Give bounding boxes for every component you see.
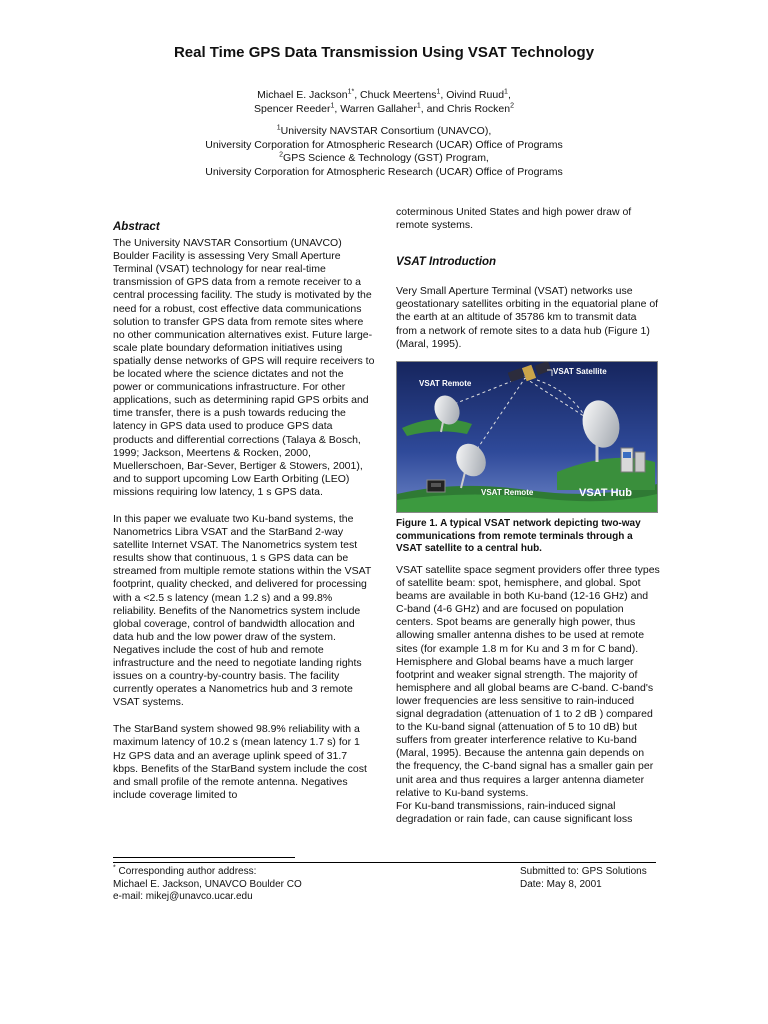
affiliation-text: GPS Science & Technology (GST) Program,	[283, 152, 489, 164]
author-name: , Warren Gallaher	[334, 103, 417, 115]
author-list	[0, 88, 768, 116]
footnote-line-2: Michael E. Jackson, UNAVCO Boulder CO	[113, 878, 302, 890]
affiliation-1	[0, 125, 768, 139]
author-sup: 1	[416, 102, 421, 110]
footnote-line-3: e-mail: mikej@unavco.ucar.edu	[113, 891, 253, 902]
intro-paragraph-2: VSAT satellite space segment providers offer three types of satellite beam: spot, hemisphere, and global. Spot beams are available in both Ku-band (12-16 GHz) and C-band (4-6 GHz) and are focused on population centers. Spot beams are generally high power, thus allowing smaller antenna dishes to be used at remote sites (for example 1.8 m for Ku and 3 m for C band). Hemisphere and Global beams have a much larger footprint and weaker signal strength. The majority of hemisphere and all global beams are C-band. C-band's lower frequencies are less sensitive to rain-induced signal degradation (attenuation of 1 to 2 dB ) compared to the Ku-band signal (attenuation of 5 to 10 dB) but suffers from greater interference relative to Ku-band (Maral, 1995). Because the antenna gain depends on the frequency, the C-band signal has a smaller gain per unit area and thus requires a larger antenna diameter relative to Ku-band systems.	[396, 564, 660, 799]
author-name: Spencer Reeder	[254, 103, 331, 115]
author-sup: 1	[330, 102, 335, 110]
affiliation-1b: University Corporation for Atmospheric Research (UCAR) Office of Programs	[205, 138, 563, 151]
author-sup: 1*	[347, 88, 355, 96]
intro-paragraph-3: For Ku-band transmissions, rain-induced signal degradation or rain fade, can cause significant loss	[396, 799, 633, 825]
author-name: ,	[507, 89, 511, 101]
author-sup: 2	[510, 102, 514, 110]
affiliation-2	[0, 152, 768, 166]
figure-label-vsat-remote-2: VSAT Remote	[481, 488, 534, 497]
affiliations	[0, 125, 768, 179]
figure-label-vsat-satellite: VSAT Satellite	[553, 367, 607, 376]
vsat-network-illustration	[397, 362, 657, 512]
footnote	[113, 866, 302, 904]
author-name: Michael E. Jackson	[257, 89, 348, 101]
author-name: , Oivind Ruud	[440, 89, 505, 101]
abstract-paragraph-3: The StarBand system showed 98.9% reliability with a maximum latency of 10.2 s (mean latency 1.7 s) for 1 Hz GPS data and an average uplink speed of 31.7 kbps. Benefits of the StarBand system include the cost and small profile of the remote antenna. Negatives include coverage limited to	[113, 723, 367, 801]
footnote-rule	[113, 857, 295, 858]
vsat-network-figure	[396, 361, 658, 513]
figure-label-vsat-remote-1: VSAT Remote	[419, 379, 472, 388]
footnote-marker: *	[113, 864, 116, 872]
author-sup: 1	[436, 88, 441, 96]
affiliation-text: University NAVSTAR Consortium (UNAVCO),	[280, 125, 492, 137]
affiliation-sup: 2	[279, 151, 284, 159]
affiliation-sup: 1	[276, 124, 281, 132]
footer-rule	[113, 862, 656, 863]
abstract-paragraph-2: In this paper we evaluate two Ku-band systems, the Nanometrics Libra VSAT and the StarBand 2-way satellite Internet VSAT. The Nanometrics system test results show that continuous, 1 s GPS data can be streamed from multiple remote stations within the VSAT footprint, quality checked, and delivered for processing with a <2.5 s latency (mean 1.2 s) and a 99.8% reliability. Benefits of the Nanometrics system include global coverage, control of bandwidth allocation and data hub and the low power draw of the system. Negatives include the cost of hub and remote infrastructure and the need to negotiate landing rights issues on a country-by-country basis. The facility currently operates a Nanometrics hub and 3 remote VSAT systems.	[113, 512, 372, 709]
abstract-heading: Abstract	[113, 221, 160, 233]
submission-info	[520, 866, 647, 891]
intro-paragraph-1: Very Small Aperture Terminal (VSAT) networks use geostationary satellites orbiting in the equatorial plane of the earth at an altitude of 35786 km to transmit data from a network of remote sites to a data hub (Figure 1) (Maral, 1995).	[396, 285, 659, 350]
abstract-paragraph-1: The University NAVSTAR Consortium (UNAVCO) Boulder Facility is assessing Very Small Aperture Terminal (VSAT) technology for near real-time transmission of GPS data from a remote receiver to a central processing facility. The study is motivated by the need for a robust, cost effective data communications solution to transfer GPS data from remote sites where no other communication alternatives exist. Future large-scale plate boundary deformation initiatives using spatially dense networks of GPS will require receivers to be located where the science dictates and not the power or communications infrastructure. For other applications, such as determining rapid GPS orbits and time transfer, there is a push towards reducing the latency in GPS data used to produce GPS data products and differential corrections (Talaya & Bosch, 1999; Jackson, Meertens & Rocken, 2000, Muellerschoen, Bar-Sever, Bertiger & Stowers, 2001), and to support upcoming Low Earth Orbiting (LEO) missions requiring low latency, 1 s GPS data.	[113, 237, 375, 498]
left-column	[113, 221, 375, 802]
figure-caption: Figure 1. A typical VSAT network depicting two-way communications from remote terminals through a VSAT satellite to a central hub.	[396, 518, 641, 555]
right-column-top	[396, 206, 660, 351]
paper-title: Real Time GPS Data Transmission Using VSAT Technology	[173, 44, 595, 61]
submitted-to: Submitted to: GPS Solutions	[520, 866, 647, 877]
author-name: , Chuck Meertens	[354, 89, 437, 101]
footnote-text: Corresponding author address:	[115, 866, 257, 877]
footnote-line-1	[113, 866, 302, 879]
author-line-1	[0, 88, 768, 102]
author-sup: 1	[504, 88, 508, 96]
figure-label-vsat-hub: VSAT Hub	[579, 487, 632, 499]
abstract-paragraph-3-continued: coterminous United States and high power draw of remote systems.	[396, 206, 632, 232]
affiliation-2b: University Corporation for Atmospheric Research (UCAR) Office of Programs	[205, 165, 563, 178]
submission-date: Date: May 8, 2001	[520, 878, 602, 890]
author-line-2	[0, 102, 768, 116]
intro-heading: VSAT Introduction	[396, 256, 497, 269]
author-name: , and Chris Rocken	[420, 103, 511, 115]
right-column-bottom	[396, 564, 660, 826]
